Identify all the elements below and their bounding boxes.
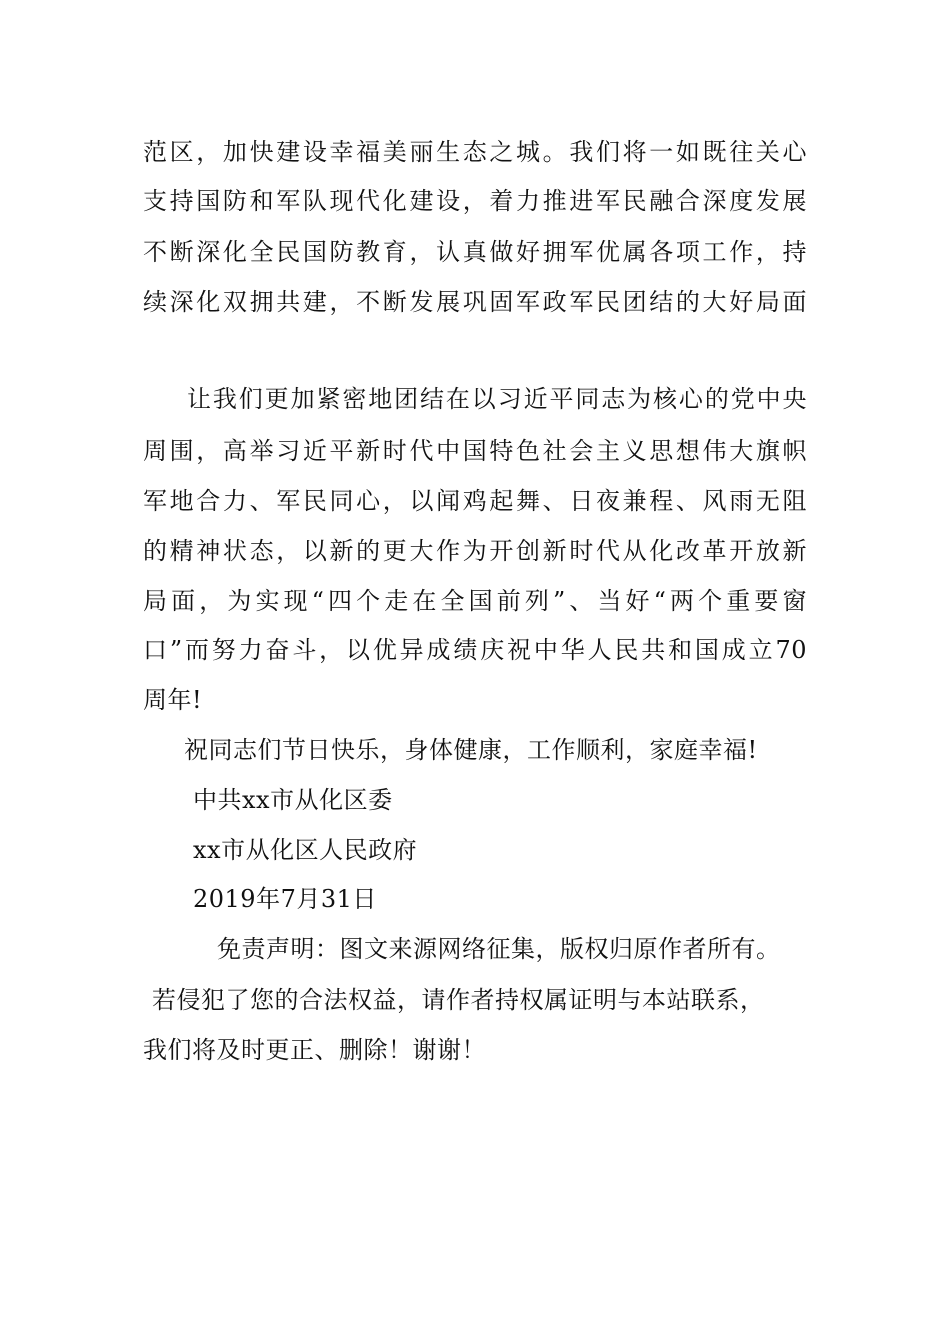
signature-org-2: xx市从化区人民政府 <box>193 836 418 864</box>
paragraph-1-line-1: 范区，加快建设幸福美丽生态之城。我们将一如既往关心 <box>143 138 807 166</box>
paragraph-2-line-7: 周年! <box>143 686 203 714</box>
disclaimer-line-1: 免责声明：图文来源网络征集，版权归原作者所有。 <box>217 935 781 963</box>
paragraph-2-line-4: 的精神状态，以新的更大作为开创新时代从化改革开放新 <box>143 537 807 565</box>
signature-date: 2019年7月31日 <box>193 885 377 913</box>
disclaimer-line-3: 我们将及时更正、删除！谢谢！ <box>143 1036 486 1064</box>
paragraph-1-line-4: 续深化双拥共建，不断发展巩固军政军民团结的大好局面 <box>143 288 807 316</box>
greeting: 祝同志们节日快乐，身体健康，工作顺利，家庭幸福! <box>184 736 758 764</box>
paragraph-2-line-5: 局面，为实现“四个走在全国前列”、当好“两个重要窗 <box>143 587 807 615</box>
paragraph-1-line-2: 支持国防和军队现代化建设，着力推进军民融合深度发展 <box>143 187 807 215</box>
disclaimer-line-2: 若侵犯了您的合法权益，请作者持权属证明与本站联系， <box>152 986 765 1014</box>
paragraph-2-line-3: 军地合力、军民同心，以闻鸡起舞、日夜兼程、风雨无阻 <box>143 487 807 515</box>
paragraph-2-line-1: 让我们更加紧密地团结在以习近平同志为核心的党中央 <box>187 385 807 413</box>
paragraph-1-line-3: 不断深化全民国防教育，认真做好拥军优属各项工作，持 <box>143 238 807 266</box>
signature-org-1: 中共xx市从化区委 <box>193 786 393 814</box>
paragraph-2-line-6: 口”而努力奋斗，以优异成绩庆祝中华人民共和国成立70 <box>143 636 807 664</box>
paragraph-2-line-2: 周围，高举习近平新时代中国特色社会主义思想伟大旗帜 <box>143 437 807 465</box>
